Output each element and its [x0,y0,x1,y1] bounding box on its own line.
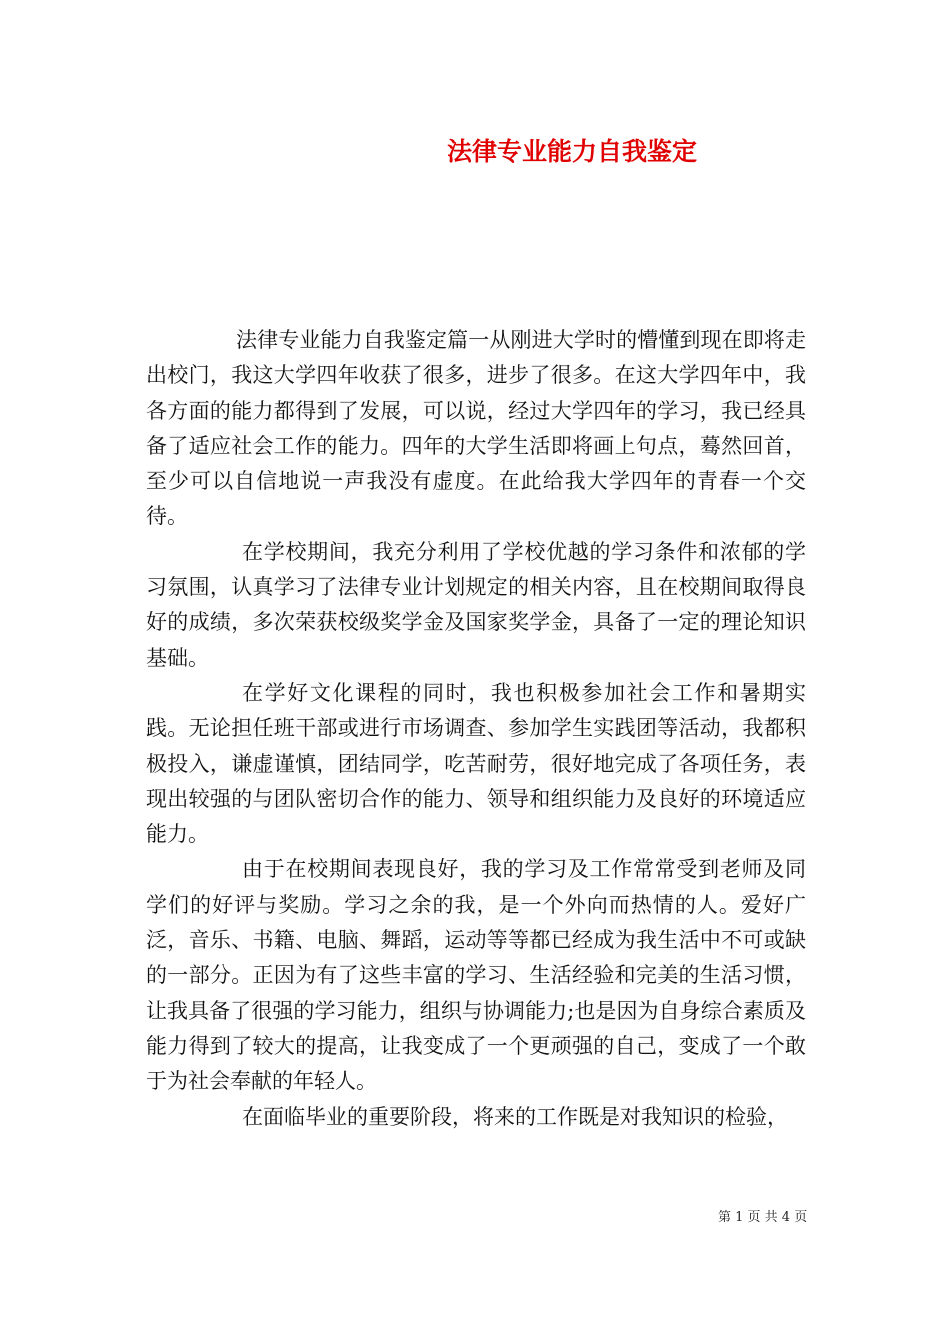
paragraph-practice: 在学好文化课程的同时，我也积极参加社会工作和暑期实践。无论担任班干部或进行市场调查、参加学生实践团等活动，我都积极投入，谦虚谨慎，团结同学，吃苦耐劳，很好地完成了各项任务，表现出较强的与团队密切合作的能力、领导和组织能力及良好的环境适应能力。 [146,680,806,847]
paragraph-graduation: 在面临毕业的重要阶段，将来的工作既是对我知识的检验， [242,1104,788,1129]
document-body [146,323,806,1135]
paragraph-intro: 法律专业能力自我鉴定篇一从刚进大学时的懵懂到现在即将走出校门，我这大学四年收获了很多，进步了很多。在这大学四年中，我各方面的能力都得到了发展，可以说，经过大学四年的学习，我已经具备了适应社会工作的能力。四年的大学生活即将画上句点，蓦然回首，至少可以自信地说一声我没有虚度。在此给我大学四年的青春一个交待。 [146,328,806,529]
document-title: 法律专业能力自我鉴定 [447,137,698,166]
paragraph-study: 在学校期间，我充分利用了学校优越的学习条件和浓郁的学习氛围，认真学习了法律专业计划规定的相关内容，且在校期间取得良好的成绩，多次荣获校级奖学金及国家奖学金，具备了一定的理论知识基础。 [146,539,806,670]
page-number: 第 1 页 共 4 页 [718,1210,808,1225]
paragraph-personal: 由于在校期间表现良好，我的学习及工作常常受到老师及同学们的好评与奖励。学习之余的我，是一个外向而热情的人。爱好广泛，音乐、书籍、电脑、舞蹈，运动等等都已经成为我生活中不可或缺的一部分。正因为有了这些丰富的学习、生活经验和完美的生活习惯，让我具备了很强的学习能力，组织与协调能力;也是因为自身综合素质及能力得到了较大的提高，让我变成了一个更顽强的自己，变成了一个敢于为社会奉献的年轻人。 [146,857,806,1094]
